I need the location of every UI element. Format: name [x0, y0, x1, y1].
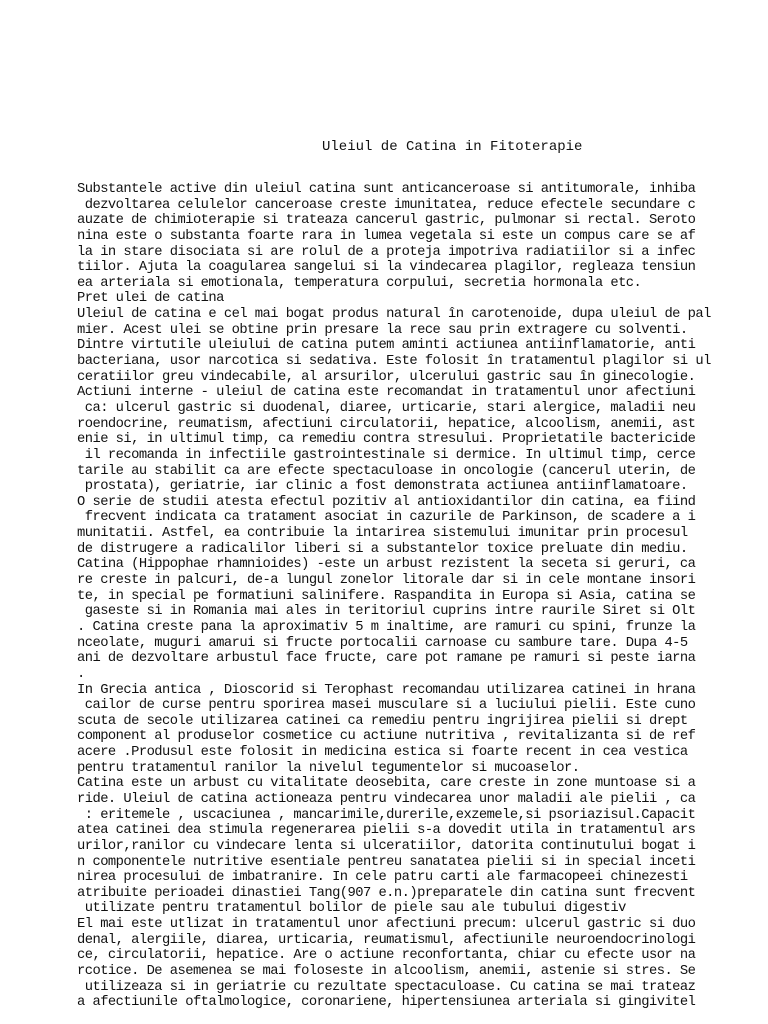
text-line: tarile au stabilit ca are efecte spectaculoase in oncologie (cancerul uterin, de: [77, 463, 696, 479]
text-line: utilizeaza si in geriatrie cu rezultate spectaculoase. Cu catina se mai trateaz: [77, 979, 696, 995]
text-line: ea arteriala si emotionala, temperatura corpului, secretia hormonala etc.: [77, 275, 642, 291]
text-line: atribuite perioadei dinastiei Tang(907 e.n.)preparatele din catina sunt frecvent: [77, 885, 696, 901]
text-line: .: [77, 666, 85, 682]
text-line: re creste in palcuri, de-a lungul zonelor litorale dar si in cele montane insori: [77, 573, 696, 589]
text-line: ride. Uleiul de catina actioneaza pentru vindecarea unor maladii ale pielii , ca: [77, 791, 696, 807]
text-line: enie si, in ultimul timp, ca remediu contra stresului. Proprietatile bactericide: [77, 432, 696, 448]
text-line: la in stare disociata si are rolul de a proteja impotriva radiatiilor si a infec: [77, 244, 696, 260]
text-line: prostata), geriatrie, iar clinic a fost demonstrata actiunea antiinflamatoare.: [77, 479, 688, 495]
text-line: il recomanda in infectiile gastrointestinale si dermice. In ultimul timp, cerce: [77, 447, 696, 463]
text-line: In Grecia antica , Dioscorid si Terophast recomandau utilizarea catinei in hrana: [77, 682, 696, 698]
text-line: atea catinei dea stimula regenerarea pielii s-a dovedit utila in tratamentul ars: [77, 823, 696, 839]
text-line: denal, alergiile, diarea, urticaria, reumatismul, afectiunile neuroendocrinologi: [77, 932, 696, 948]
text-line: acere .Produsul este folosit in medicina estica si foarte recent in cea vestica: [77, 745, 688, 761]
text-line: Actiuni interne - uleiul de catina este recomandat in tratamentul unor afectiuni: [77, 385, 696, 401]
text-line: cailor de curse pentru sporirea masei musculare si a luciului pielii. Este cuno: [77, 698, 696, 714]
text-line: Pret ulei de catina: [77, 291, 224, 307]
text-line: mier. Acest ulei se obtine prin presare la rece sau prin extragere cu solventi.: [77, 322, 688, 338]
text-line: ce, circulatorii, hepatice. Are o actiune reconfortanta, chiar cu efecte usor na: [77, 948, 696, 964]
text-line: scuta de secole utilizarea catinei ca remediu pentru ingrijirea pielii si drept: [77, 713, 688, 729]
text-line: a afectiunile oftalmologice, coronariene, hipertensiunea arteriala si gingivitel: [77, 995, 696, 1011]
text-line: te, in special pe formatiuni salinifere. Raspandita in Europa si Asia, catina se: [77, 588, 696, 604]
text-line: urilor,ranilor cu vindecare lenta si ulceratiilor, datorita continutului bogat i: [77, 838, 696, 854]
text-line: Substantele active din uleiul catina sunt anticanceroase si antitumorale, inhiba: [77, 182, 696, 197]
text-line: de distrugere a radicalilor liberi si a substantelor toxice preluate din mediu.: [77, 541, 688, 557]
text-line: : eritemele , uscaciunea , mancarimile,durerile,exzemele,si psoriazisul.Capacit: [77, 807, 696, 823]
text-line: gaseste si in Romania mai ales in teritoriul cuprins intre raurile Siret si Olt: [77, 604, 696, 620]
text-line: roendocrine, reumatism, afectiuni circulatorii, hepatice, alcoolism, anemii, ast: [77, 416, 696, 432]
text-line: . Catina creste pana la aproximativ 5 m inaltime, are ramuri cu spini, frunze la: [77, 619, 696, 635]
document-body: [77, 182, 757, 1011]
text-line: frecvent indicata ca tratament asociat in cazurile de Parkinson, de scadere a i: [77, 510, 696, 526]
text-line: bacteriana, usor narcotica si sedativa. Este folosit în tratamentul plagilor si ul: [77, 354, 711, 370]
text-line: utilizate pentru tratamentul bolilor de piele sau ale tubului digestiv: [77, 901, 626, 917]
text-line: nceolate, muguri amarui si fructe portocalii carnoase cu sambure tare. Dupa 4-5: [77, 635, 688, 651]
text-line: auzate de chimioterapie si trateaza cancerul gastric, pulmonar si rectal. Seroto: [77, 213, 696, 229]
text-line: component al produselor cosmetice cu actiune nutritiva , revitalizanta si de ref: [77, 729, 696, 745]
text-line: nirea procesului de imbatranire. In cele patru carti ale farmacopeei chinezesti: [77, 870, 688, 886]
text-line: dezvoltarea celulelor canceroase creste imunitatea, reduce efectele secundare c: [77, 197, 696, 213]
text-line: pentru tratamentul ranilor la nivelul tegumentelor si mucoaselor.: [77, 760, 580, 776]
text-line: Catina (Hippophae rhamnioides) -este un arbust rezistent la seceta si geruri, ca: [77, 557, 696, 573]
text-line: El mai este utlizat in tratamentul unor afectiuni precum: ulcerul gastric si duo: [77, 917, 696, 933]
text-line: ceratiilor greu vindecabile, al arsurilor, ulcerului gastric sau în ginecologie.: [77, 369, 696, 385]
text-line: tiilor. Ajuta la coagularea sangelui si la vindecarea plagilor, regleaza tensiun: [77, 260, 696, 276]
text-line: O serie de studii atesta efectul pozitiv al antioxidantilor din catina, ea fiind: [77, 494, 696, 510]
text-line: munitatii. Astfel, ea contribuie la intarirea sistemului imunitar prin procesul: [77, 526, 688, 542]
text-line: ani de dezvoltare arbustul face fructe, care pot ramane pe ramuri si peste iarna: [77, 651, 696, 667]
document-title: Uleiul de Catina in Fitoterapie: [322, 139, 583, 155]
text-line: Dintre virtutile uleiului de catina putem aminti actiunea antiinflamatorie, anti: [77, 338, 696, 354]
text-line: n componentele nutritive esentiale pentreu sanatatea pielii si in special inceti: [77, 854, 696, 870]
text-line: nina este o substanta foarte rara in lumea vegetala si este un compus care se af: [77, 228, 696, 244]
text-line: ca: ulcerul gastric si duodenal, diaree, urticarie, stari alergice, maladii neu: [77, 400, 696, 416]
text-line: Uleiul de catina e cel mai bogat produs natural în carotenoide, dupa uleiul de pal: [77, 307, 711, 323]
text-line: Catina este un arbust cu vitalitate deosebita, care creste in zone muntoase si a: [77, 776, 696, 792]
text-line: rcotice. De asemenea se mai foloseste in alcoolism, anemii, astenie si stres. Se: [77, 964, 696, 980]
